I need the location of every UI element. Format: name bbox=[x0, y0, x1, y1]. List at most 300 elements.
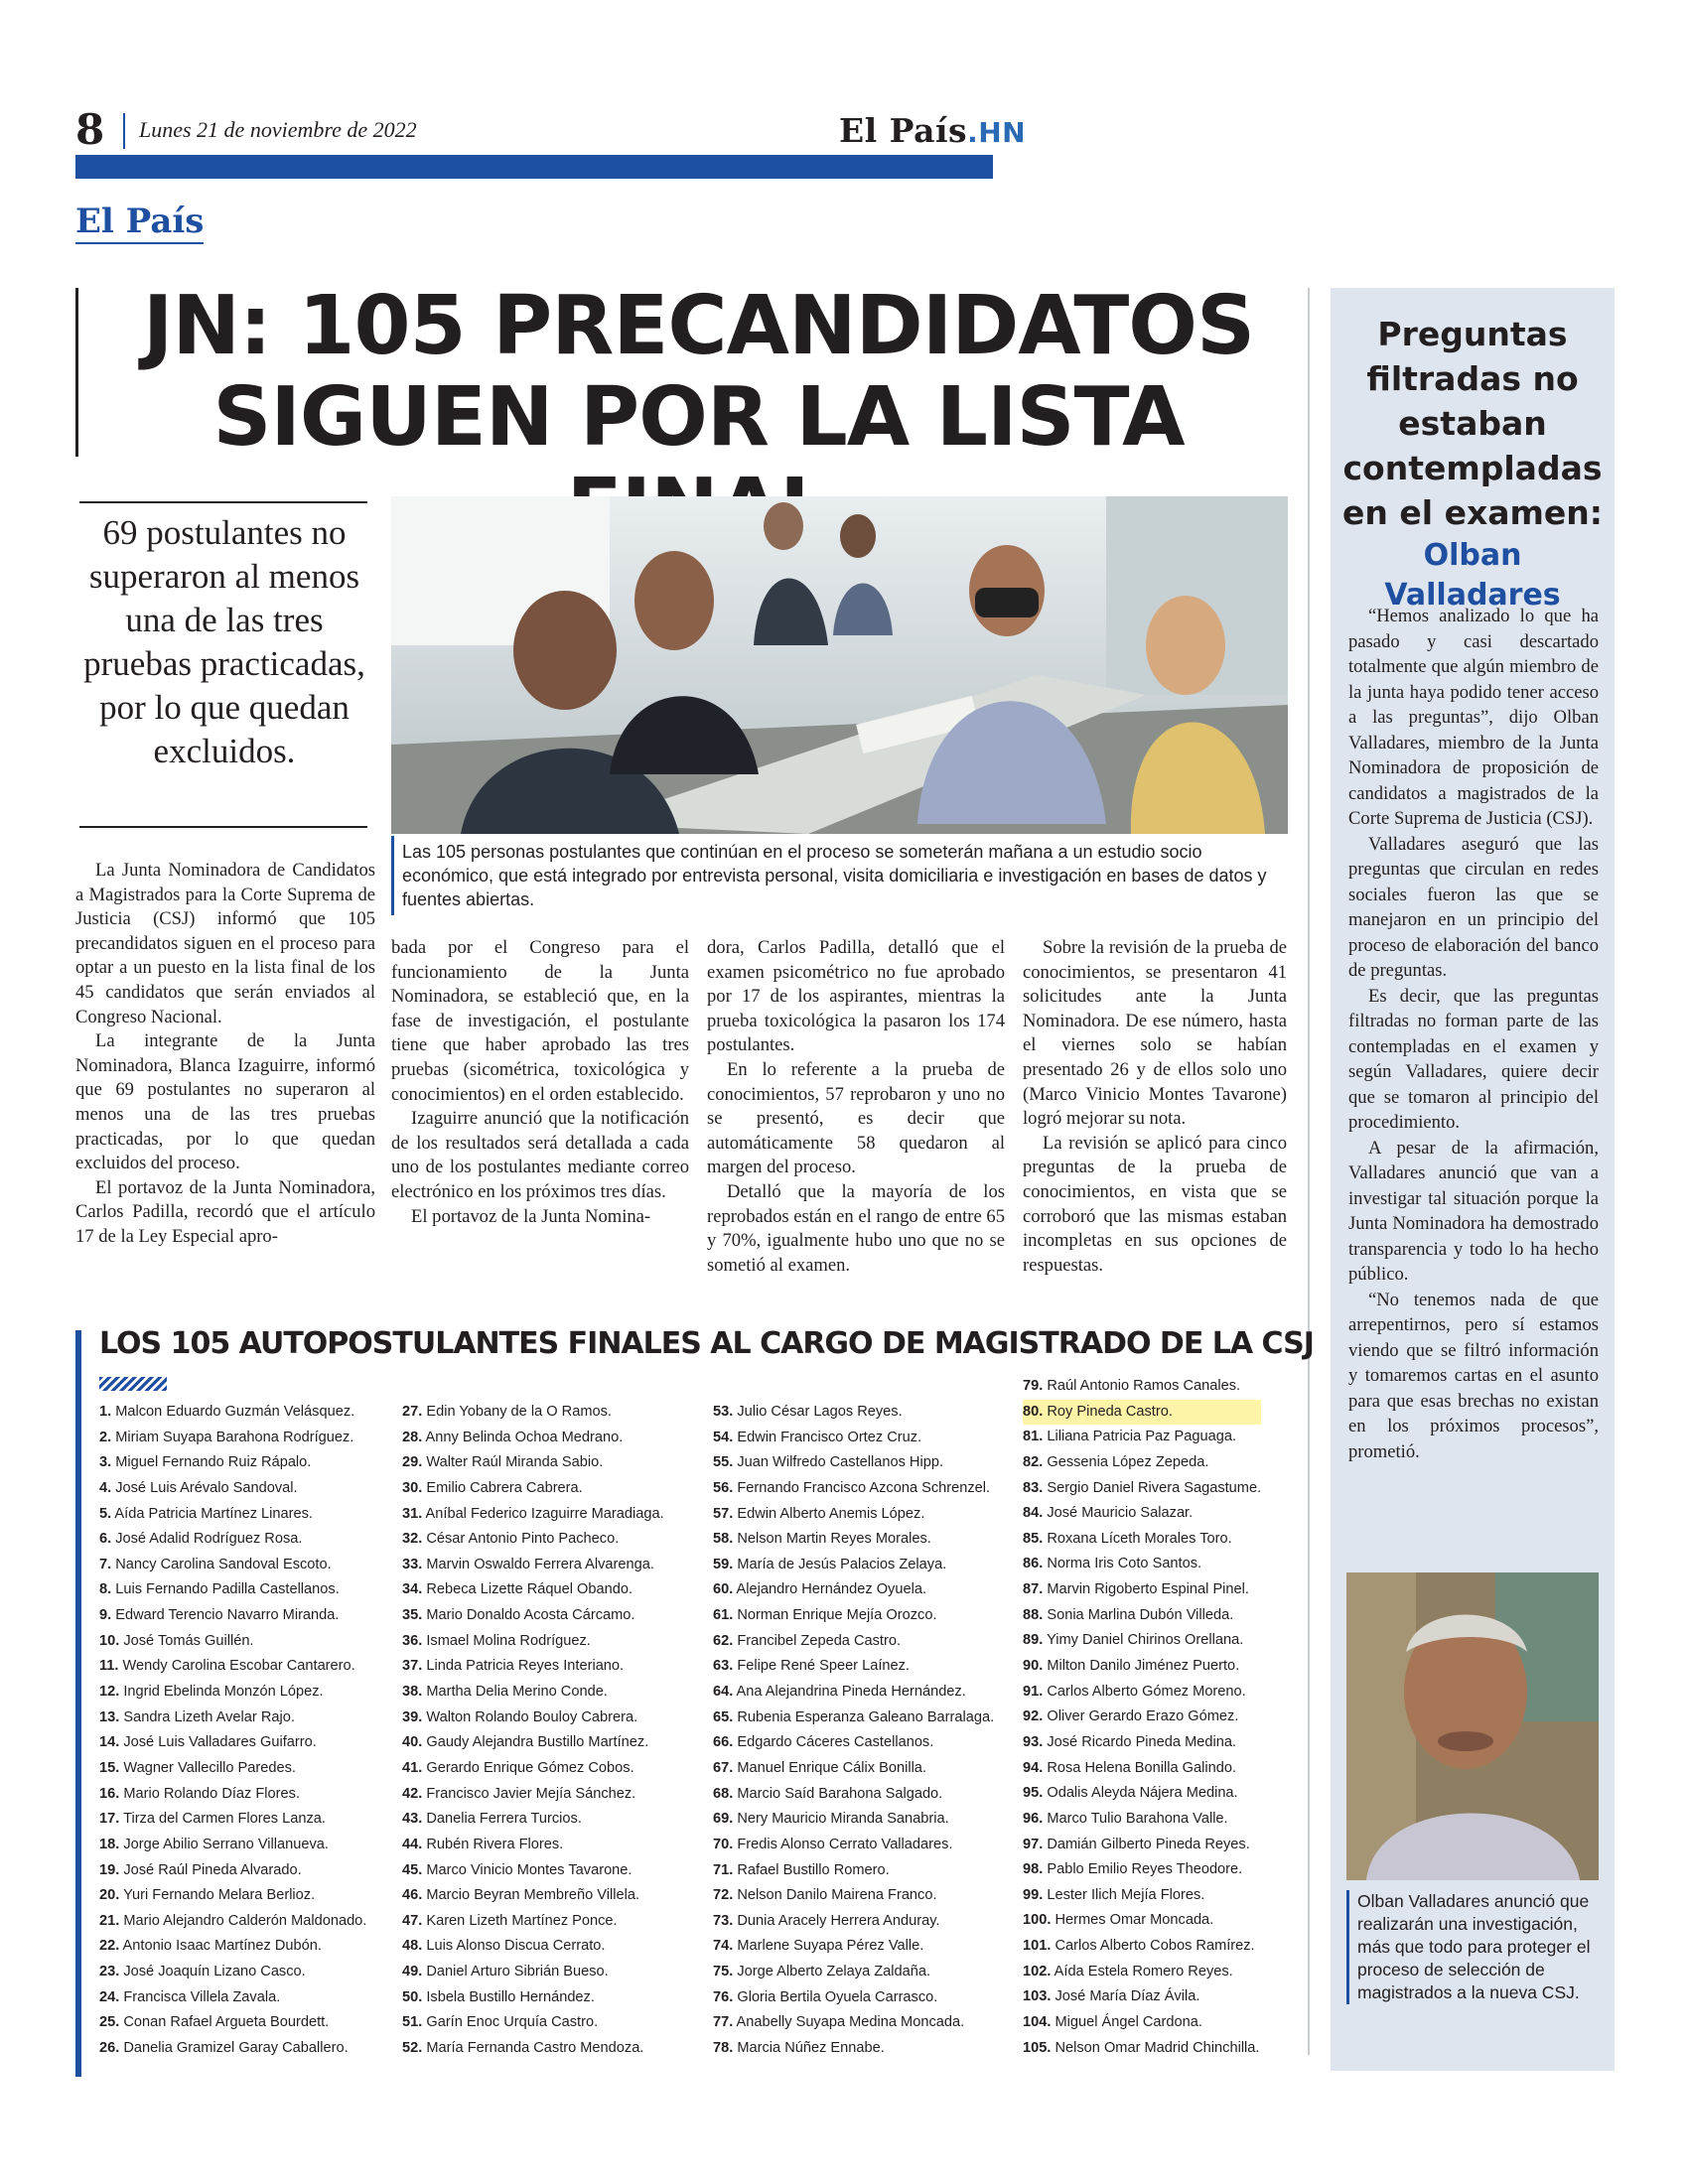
list-item-number: 76. bbox=[713, 1988, 734, 2005]
list-item-name: Sonia Marlina Dubón Villeda. bbox=[1043, 1606, 1234, 1623]
list-item-name: Roy Pineda Castro. bbox=[1043, 1403, 1173, 1420]
list-item-number: 44. bbox=[402, 1836, 423, 1852]
list-item bbox=[713, 1426, 994, 1451]
list-item-name: César Antonio Pinto Pacheco. bbox=[422, 1531, 620, 1548]
paragraph: dora, Carlos Padilla, detalló que el examen psicométrico no fue aprobado por 17 de los aspirantes, mientras la prueba toxicológica la pasaron los 174 postulantes. bbox=[707, 937, 1005, 1056]
list-item-name: Martha Delia Merino Conde. bbox=[422, 1684, 608, 1701]
list-item-number: 94. bbox=[1023, 1759, 1044, 1776]
list-item bbox=[713, 1603, 994, 1629]
hatch-decoration bbox=[99, 1377, 167, 1391]
list-item-name: Roxana Líceth Morales Toro. bbox=[1043, 1530, 1232, 1547]
list-item-number: 50. bbox=[402, 1988, 423, 2005]
list-item bbox=[402, 1680, 664, 1706]
list-item bbox=[713, 1680, 994, 1706]
list-item bbox=[402, 1577, 664, 1603]
list-item bbox=[99, 1426, 366, 1451]
list-item-number: 4. bbox=[99, 1479, 112, 1496]
list-item-number: 29. bbox=[402, 1454, 423, 1471]
paragraph: Valladares aseguró que las preguntas que circulan en redes sociales fueron las que se manejaron en un principio del proceso de elaboración del banco de preguntas. bbox=[1348, 833, 1599, 981]
list-item-number: 37. bbox=[402, 1658, 423, 1675]
list-item bbox=[99, 1960, 366, 1985]
list-item-name: Ana Alejandrina Pineda Hernández. bbox=[733, 1684, 966, 1701]
list-item-name: Rubenia Esperanza Galeano Barralaga. bbox=[733, 1708, 995, 1725]
list-item-number: 86. bbox=[1023, 1556, 1044, 1572]
list-item bbox=[99, 1909, 366, 1935]
list-item bbox=[402, 1934, 664, 1960]
list-item-name: Ismael Molina Rodríguez. bbox=[422, 1632, 591, 1649]
brand-suffix: .HN bbox=[967, 116, 1027, 149]
list-item-number: 26. bbox=[99, 2040, 120, 2057]
list-item-number: 99. bbox=[1023, 1886, 1044, 1903]
list-item bbox=[713, 1400, 994, 1426]
photo-caption: Las 105 personas postulantes que continúan en el proceso se someterán mañana a un estudio socio económico, que está integrado por entrevista personal, visita domiciliaria e investigación en bases de datos y fuentes abiertas. bbox=[391, 836, 1294, 915]
list-item-number: 40. bbox=[402, 1734, 423, 1751]
list-item bbox=[1023, 1476, 1261, 1502]
list-item-number: 42. bbox=[402, 1785, 423, 1802]
list-item-number: 12. bbox=[99, 1684, 120, 1701]
paragraph: En lo referente a la prueba de conocimientos, 57 reprobaron y uno no se presentó, es decir que automáticamente 58 quedaron al margen del proceso. bbox=[707, 1058, 1005, 1178]
list-item bbox=[99, 1730, 366, 1756]
list-item-name: María Fernanda Castro Mendoza. bbox=[422, 2040, 644, 2057]
list-item-number: 58. bbox=[713, 1531, 734, 1548]
list-item bbox=[402, 1833, 664, 1858]
main-photo bbox=[391, 496, 1288, 834]
list-item-number: 62. bbox=[713, 1632, 734, 1649]
list-item-name: Gloria Bertila Oyuela Carrasco. bbox=[733, 1988, 938, 2005]
list-item bbox=[713, 1833, 994, 1858]
list-item-number: 14. bbox=[99, 1734, 120, 1751]
list-item bbox=[99, 1400, 366, 1426]
list-item-name: Walter Raúl Miranda Sabio. bbox=[422, 1454, 604, 1471]
list-item-number: 16. bbox=[99, 1785, 120, 1802]
list-item bbox=[402, 1553, 664, 1578]
list-item-number: 78. bbox=[713, 2040, 734, 2057]
list-item bbox=[1023, 2036, 1261, 2062]
list-item-name: Liliana Patricia Paz Paguaga. bbox=[1043, 1429, 1237, 1445]
header-separator bbox=[123, 113, 125, 149]
list-item-number: 84. bbox=[1023, 1505, 1044, 1522]
list-item-number: 89. bbox=[1023, 1632, 1044, 1649]
list-item-name: Edwin Francisco Ortez Cruz. bbox=[733, 1429, 922, 1445]
list-item-name: Anabelly Suyapa Medina Moncada. bbox=[733, 2014, 965, 2031]
list-item-number: 97. bbox=[1023, 1836, 1044, 1852]
list-item bbox=[402, 1782, 664, 1808]
list-item bbox=[402, 1629, 664, 1655]
list-item-number: 34. bbox=[402, 1581, 423, 1598]
list-item bbox=[713, 1985, 994, 2011]
list-item bbox=[99, 1756, 366, 1782]
list-item bbox=[99, 1934, 366, 1960]
list-item-number: 103. bbox=[1023, 1988, 1052, 2005]
list-item-number: 71. bbox=[713, 1861, 734, 1878]
list-item bbox=[402, 1960, 664, 1985]
list-item-name: Julio César Lagos Reyes. bbox=[733, 1404, 903, 1420]
list-item bbox=[713, 1960, 994, 1985]
list-item-number: 93. bbox=[1023, 1733, 1044, 1750]
list-item bbox=[1023, 1934, 1261, 1960]
list-item bbox=[713, 1654, 994, 1680]
list-item-name: Rubén Rivera Flores. bbox=[422, 1836, 564, 1852]
list-item-name: Nery Mauricio Miranda Sanabria. bbox=[733, 1811, 949, 1828]
list-item bbox=[402, 1985, 664, 2011]
portrait-illustration bbox=[1346, 1572, 1599, 1880]
list-item-name: Alejandro Hernández Oyuela. bbox=[733, 1581, 927, 1598]
candidate-list-column-4 bbox=[1023, 1374, 1261, 2061]
list-item-number: 92. bbox=[1023, 1708, 1044, 1725]
list-item-number: 15. bbox=[99, 1759, 120, 1776]
list-item-name: Miriam Suyapa Barahona Rodríguez. bbox=[111, 1429, 354, 1445]
list-item bbox=[1023, 1374, 1261, 1400]
list-item-number: 100. bbox=[1023, 1912, 1052, 1929]
list-item-number: 49. bbox=[402, 1964, 423, 1980]
list-item-number: 85. bbox=[1023, 1530, 1044, 1547]
list-item-name: Pablo Emilio Reyes Theodore. bbox=[1043, 1861, 1243, 1878]
portrait-photo bbox=[1346, 1572, 1599, 1880]
list-item bbox=[99, 1502, 366, 1528]
list-item-number: 35. bbox=[402, 1607, 423, 1624]
list-item-name: Gaudy Alejandra Bustillo Martínez. bbox=[422, 1734, 649, 1751]
list-item-name: Francisca Villela Zavala. bbox=[119, 1988, 281, 2005]
list-item bbox=[713, 1909, 994, 1935]
list-item-name: Lester Ilich Mejía Flores. bbox=[1043, 1886, 1205, 1903]
list-item-name: Milton Danilo Jiménez Puerto. bbox=[1043, 1658, 1240, 1675]
list-item bbox=[713, 1883, 994, 1909]
header-bar bbox=[75, 155, 993, 179]
list-item bbox=[713, 1934, 994, 1960]
list-item-name: José Ricardo Pineda Medina. bbox=[1043, 1733, 1236, 1750]
list-item bbox=[99, 1450, 366, 1476]
paragraph: Izaguirre anunció que la notificación de los resultados será detallada a cada uno de los postulantes mediante correo electrónico en los próximos tres días. bbox=[391, 1108, 689, 1202]
list-item-name: Jorge Abilio Serrano Villanueva. bbox=[119, 1836, 329, 1852]
list-item bbox=[713, 1502, 994, 1528]
list-item-number: 87. bbox=[1023, 1581, 1044, 1598]
list-item-name: Norma Iris Coto Santos. bbox=[1043, 1556, 1202, 1572]
list-item bbox=[402, 1502, 664, 1528]
list-item-number: 23. bbox=[99, 1964, 120, 1980]
list-item-number: 43. bbox=[402, 1811, 423, 1828]
sidebar-title: Preguntas filtradas no estaban contempladas en el examen: bbox=[1342, 315, 1603, 532]
list-item bbox=[99, 1629, 366, 1655]
list-item-name: Francibel Zepeda Castro. bbox=[733, 1632, 902, 1649]
list-item-number: 73. bbox=[713, 1912, 734, 1929]
paragraph: Es decir, que las preguntas filtradas no forman parte de las contempladas en el examen y según Valladares, quiere decir que se tomaron al principio del procedimiento. bbox=[1348, 985, 1599, 1133]
list-item bbox=[713, 1577, 994, 1603]
section-label: El País bbox=[75, 203, 204, 244]
list-item-number: 31. bbox=[402, 1505, 423, 1522]
list-item bbox=[402, 1654, 664, 1680]
list-item bbox=[99, 1577, 366, 1603]
list-item bbox=[1023, 1756, 1261, 1782]
list-item bbox=[99, 1883, 366, 1909]
list-item-name: Edin Yobany de la O Ramos. bbox=[422, 1404, 612, 1420]
list-item-number: 54. bbox=[713, 1429, 734, 1445]
list-item-name: Emilio Cabrera Cabrera. bbox=[422, 1479, 583, 1496]
list-item-number: 7. bbox=[99, 1556, 112, 1572]
list-item bbox=[402, 1883, 664, 1909]
list-item-number: 1. bbox=[99, 1404, 112, 1420]
list-item-name: Fernando Francisco Azcona Schrenzel. bbox=[733, 1479, 991, 1496]
list-item bbox=[402, 2010, 664, 2036]
paragraph: La integrante de la Junta Nominadora, Blanca Izaguirre, informó que 69 postulantes no superaron al menos una de las tres pruebas practicadas, por lo que quedan excluidos del proceso. bbox=[75, 1030, 375, 1174]
list-item-number: 60. bbox=[713, 1581, 734, 1598]
list-item-name: Damián Gilberto Pineda Reyes. bbox=[1043, 1836, 1250, 1852]
list-item-name: Gerardo Enrique Gómez Cobos. bbox=[422, 1759, 634, 1776]
list-item-number: 10. bbox=[99, 1632, 120, 1649]
list-item bbox=[1023, 1857, 1261, 1883]
list-item-name: Fredis Alonso Cerrato Valladares. bbox=[733, 1836, 953, 1852]
list-item-number: 82. bbox=[1023, 1453, 1044, 1470]
list-item-name: Raúl Antonio Ramos Canales. bbox=[1043, 1378, 1241, 1394]
paragraph: “Hemos analizado lo que ha pasado y casi descartado totalmente que algún miembro de la junta haya podido tener acceso a las preguntas”, dijo Olban Valladares, miembro de la Junta Nominadora de proposición de candidatos a magistrados de la Corte Suprema de Justicia (CSJ). bbox=[1348, 606, 1599, 829]
candidate-list-column-2 bbox=[402, 1400, 664, 2062]
list-item-number: 8. bbox=[99, 1581, 112, 1598]
list-item-name: Marcio Saíd Barahona Salgado. bbox=[733, 1785, 943, 1802]
list-item-number: 39. bbox=[402, 1708, 423, 1725]
headline-rule bbox=[75, 288, 78, 457]
list-item-name: Sergio Daniel Rivera Sagastume. bbox=[1043, 1479, 1262, 1496]
list-item bbox=[1023, 1654, 1261, 1680]
list-item-name: Nelson Omar Madrid Chinchilla. bbox=[1051, 2039, 1260, 2056]
list-item-name: José Luis Valladares Guifarro. bbox=[119, 1734, 317, 1751]
list-item-name: José Joaquín Lizano Casco. bbox=[119, 1964, 306, 1980]
subhead-rule-bottom bbox=[79, 826, 367, 828]
list-item-number: 56. bbox=[713, 1479, 734, 1496]
list-item bbox=[402, 1909, 664, 1935]
list-item bbox=[713, 1782, 994, 1808]
list-item-number: 70. bbox=[713, 1836, 734, 1852]
headline: JN: 105 PRECANDIDATOS SIGUEN POR LA LISTA bbox=[142, 279, 1255, 465]
list-item bbox=[99, 2036, 366, 2062]
list-item-name: Wendy Carolina Escobar Cantarero. bbox=[118, 1658, 355, 1675]
list-item bbox=[99, 1553, 366, 1578]
list-item bbox=[99, 1858, 366, 1884]
paragraph: El portavoz de la Junta Nominadora, Carlos Padilla, recordó que el artículo 17 de la Ley Especial apro- bbox=[75, 1176, 375, 1247]
list-item-number: 69. bbox=[713, 1811, 734, 1828]
list-item-name: Yimy Daniel Chirinos Orellana. bbox=[1043, 1632, 1244, 1649]
list-item-number: 9. bbox=[99, 1607, 112, 1624]
list-item-number: 36. bbox=[402, 1632, 423, 1649]
subhead-rule-top bbox=[79, 501, 367, 503]
brand-name: El País bbox=[839, 111, 968, 150]
list-item-name: Tirza del Carmen Flores Lanza. bbox=[119, 1811, 326, 1828]
list-item-name: Miguel Fernando Ruiz Rápalo. bbox=[111, 1454, 312, 1471]
list-item-name: Marvin Oswaldo Ferrera Alvarenga. bbox=[422, 1556, 654, 1572]
list-item-name: José Tomás Guillén. bbox=[119, 1632, 254, 1649]
list-item bbox=[402, 1426, 664, 1451]
list-item-name: Mario Donaldo Acosta Cárcamo. bbox=[422, 1607, 635, 1624]
list-item-number: 95. bbox=[1023, 1785, 1044, 1802]
paragraph: La revisión se aplicó para cinco preguntas de la prueba de conocimientos, en vista que se corroboró que las mismas estaban incompletas en sus opciones de respuestas. bbox=[1023, 1132, 1287, 1276]
list-item-name: Gessenia López Zepeda. bbox=[1043, 1453, 1209, 1470]
list-item-name: José Luis Arévalo Sandoval. bbox=[111, 1479, 298, 1496]
list-item-name: Nancy Carolina Sandoval Escoto. bbox=[111, 1556, 332, 1572]
list-item bbox=[99, 1807, 366, 1833]
list-item bbox=[713, 1527, 994, 1553]
list-item-number: 45. bbox=[402, 1861, 423, 1878]
list-item bbox=[1023, 2010, 1261, 2036]
list-item-name: Antonio Isaac Martínez Dubón. bbox=[119, 1938, 322, 1955]
list-item-name: Malcon Eduardo Guzmán Velásquez. bbox=[111, 1404, 355, 1420]
list-item-number: 22. bbox=[99, 1938, 120, 1955]
list-item-name: Manuel Enrique Cálix Bonilla. bbox=[733, 1759, 926, 1776]
list-item-number: 24. bbox=[99, 1988, 120, 2005]
list-item-name: Mario Alejandro Calderón Maldonado. bbox=[119, 1912, 367, 1929]
list-item bbox=[713, 2010, 994, 2036]
candidate-list-column-3 bbox=[713, 1400, 994, 2062]
list-item bbox=[402, 1756, 664, 1782]
list-item-number: 61. bbox=[713, 1607, 734, 1624]
list-item bbox=[99, 1654, 366, 1680]
list-item bbox=[402, 1476, 664, 1502]
list-item bbox=[713, 1706, 994, 1731]
list-item-number: 33. bbox=[402, 1556, 423, 1572]
masthead-logo bbox=[839, 111, 1026, 150]
list-item-name: Carlos Alberto Gómez Moreno. bbox=[1043, 1683, 1246, 1700]
list-item-name: Marcia Núñez Ennabe. bbox=[733, 2040, 885, 2057]
list-item-number: 13. bbox=[99, 1708, 120, 1725]
list-item-name: Nelson Danilo Mairena Franco. bbox=[733, 1887, 937, 1904]
list-item-number: 59. bbox=[713, 1556, 734, 1572]
list-item bbox=[1023, 1730, 1261, 1756]
list-item-name: Norman Enrique Mejía Orozco. bbox=[733, 1607, 937, 1624]
list-item-name: Edward Terencio Navarro Miranda. bbox=[111, 1607, 340, 1624]
list-item bbox=[1023, 1680, 1261, 1706]
list-item-number: 98. bbox=[1023, 1861, 1044, 1878]
list-item-number: 66. bbox=[713, 1734, 734, 1751]
list-item bbox=[99, 1680, 366, 1706]
list-item bbox=[713, 1476, 994, 1502]
list-item-number: 63. bbox=[713, 1658, 734, 1675]
list-item-name: Odalis Aleyda Nájera Medina. bbox=[1043, 1785, 1238, 1802]
list-item-name: Felipe René Speer Laínez. bbox=[733, 1658, 910, 1675]
list-item-name: Luis Fernando Padilla Castellanos. bbox=[111, 1581, 340, 1598]
list-item bbox=[402, 1527, 664, 1553]
body-column-4 bbox=[1023, 936, 1287, 1278]
list-item-name: Linda Patricia Reyes Interiano. bbox=[422, 1658, 625, 1675]
list-item-name: Marlene Suyapa Pérez Valle. bbox=[733, 1938, 924, 1955]
list-item-name: Marco Vinicio Montes Tavarone. bbox=[422, 1861, 633, 1878]
list-item-name: Miguel Ángel Cardona. bbox=[1051, 2014, 1202, 2031]
list-item-number: 27. bbox=[402, 1404, 423, 1420]
list-item-number: 80. bbox=[1023, 1403, 1044, 1420]
list-item-number: 75. bbox=[713, 1964, 734, 1980]
list-item-name: Danelia Gramizel Garay Caballero. bbox=[119, 2040, 349, 2057]
list-item-number: 74. bbox=[713, 1938, 734, 1955]
list-item bbox=[1023, 1400, 1261, 1426]
list-item-number: 21. bbox=[99, 1912, 120, 1929]
paragraph: Sobre la revisión de la prueba de conocimientos, se presentaron 41 solicitudes ante la Junta Nominadora. De ese número, hasta el viernes solo se habían presentado 26 y de ellos solo uno (Marco Vinicio Montes Tavarone) logró mejorar su nota. bbox=[1023, 937, 1287, 1130]
meeting-photo-illustration bbox=[391, 496, 1288, 834]
list-item bbox=[1023, 1984, 1261, 2010]
list-item-name: Juan Wilfredo Castellanos Hipp. bbox=[733, 1454, 944, 1471]
list-item-name: Jorge Alberto Zelaya Zaldaña. bbox=[733, 1964, 931, 1980]
list-item-number: 81. bbox=[1023, 1429, 1044, 1445]
list-item-number: 52. bbox=[402, 2040, 423, 2057]
list-item bbox=[402, 1400, 664, 1426]
list-item-number: 5. bbox=[99, 1505, 112, 1522]
list-item bbox=[713, 1858, 994, 1884]
list-item-name: José Mauricio Salazar. bbox=[1043, 1505, 1194, 1522]
list-item bbox=[99, 1706, 366, 1731]
list-item-number: 77. bbox=[713, 2014, 734, 2031]
list-item-name: Karen Lizeth Martínez Ponce. bbox=[422, 1912, 618, 1929]
list-item-name: Luis Alonso Discua Cerrato. bbox=[422, 1938, 606, 1955]
list-item bbox=[402, 1807, 664, 1833]
list-item-name: Garín Enoc Urquía Castro. bbox=[422, 2014, 599, 2031]
list-item-number: 19. bbox=[99, 1861, 120, 1878]
issue-date: Lunes 21 de noviembre de 2022 bbox=[139, 117, 417, 142]
list-item bbox=[713, 1730, 994, 1756]
body-column-3 bbox=[707, 936, 1005, 1278]
list-item bbox=[1023, 1781, 1261, 1807]
list-item-number: 3. bbox=[99, 1454, 112, 1471]
list-item-number: 32. bbox=[402, 1531, 423, 1548]
list-item-number: 104. bbox=[1023, 2014, 1052, 2031]
list-item bbox=[1023, 1883, 1261, 1909]
body-column-2 bbox=[391, 936, 689, 1229]
list-item-name: José Raúl Pineda Alvarado. bbox=[119, 1861, 302, 1878]
list-item bbox=[1023, 1425, 1261, 1450]
list-item-number: 18. bbox=[99, 1836, 120, 1852]
list-item bbox=[1023, 1552, 1261, 1577]
list-item-name: Rebeca Lizette Ráquel Obando. bbox=[422, 1581, 633, 1598]
list-item bbox=[713, 1553, 994, 1578]
list-item-name: Rosa Helena Bonilla Galindo. bbox=[1043, 1759, 1236, 1776]
list-item-number: 90. bbox=[1023, 1658, 1044, 1675]
list-item bbox=[1023, 1450, 1261, 1476]
list-item-name: Edwin Alberto Anemis López. bbox=[733, 1505, 925, 1522]
list-item bbox=[99, 1527, 366, 1553]
subhead: 69 postulantes no superaron al menos una de las tres pruebas practicadas, por lo que quedan excluidos. bbox=[83, 513, 365, 770]
paragraph: El portavoz de la Junta Nomina- bbox=[411, 1205, 651, 1227]
list-item-number: 46. bbox=[402, 1887, 423, 1904]
list-item-name: Francisco Javier Mejía Sánchez. bbox=[422, 1785, 636, 1802]
list-item-name: Daniel Arturo Sibrián Bueso. bbox=[422, 1964, 609, 1980]
sidebar-name: Olban Valladares bbox=[1384, 538, 1561, 613]
column-divider bbox=[1308, 288, 1310, 2055]
list-item-number: 17. bbox=[99, 1811, 120, 1828]
list-item bbox=[99, 1782, 366, 1808]
list-item-name: María de Jesús Palacios Zelaya. bbox=[733, 1556, 947, 1572]
list-item bbox=[402, 1706, 664, 1731]
list-item bbox=[99, 1985, 366, 2011]
list-item-number: 65. bbox=[713, 1708, 734, 1725]
list-item-name: Aída Patricia Martínez Linares. bbox=[111, 1505, 313, 1522]
list-item-name: Nelson Martin Reyes Morales. bbox=[733, 1531, 931, 1548]
body-column-1 bbox=[75, 859, 375, 1250]
list-item-name: Conan Rafael Argueta Bourdett. bbox=[119, 2014, 330, 2031]
list-item-number: 102. bbox=[1023, 1963, 1052, 1979]
list-item bbox=[713, 1629, 994, 1655]
list-item-number: 67. bbox=[713, 1759, 734, 1776]
list-item-name: Walton Rolando Bouloy Cabrera. bbox=[422, 1708, 638, 1725]
list-item-name: Ingrid Ebelinda Monzón López. bbox=[119, 1684, 324, 1701]
list-item-number: 48. bbox=[402, 1938, 423, 1955]
list-item-number: 11. bbox=[99, 1658, 119, 1675]
page-number: 8 bbox=[75, 105, 105, 154]
list-item bbox=[1023, 1807, 1261, 1833]
list-item-number: 38. bbox=[402, 1684, 423, 1701]
list-item-number: 53. bbox=[713, 1404, 734, 1420]
list-item-number: 96. bbox=[1023, 1810, 1044, 1827]
list-item-number: 20. bbox=[99, 1887, 120, 1904]
list-item bbox=[402, 1603, 664, 1629]
list-item-number: 88. bbox=[1023, 1606, 1044, 1623]
candidate-list-column-1 bbox=[99, 1400, 366, 2062]
list-item-name: Yuri Fernando Melara Berlioz. bbox=[119, 1887, 316, 1904]
list-item bbox=[713, 1450, 994, 1476]
list-item-number: 79. bbox=[1023, 1378, 1044, 1394]
